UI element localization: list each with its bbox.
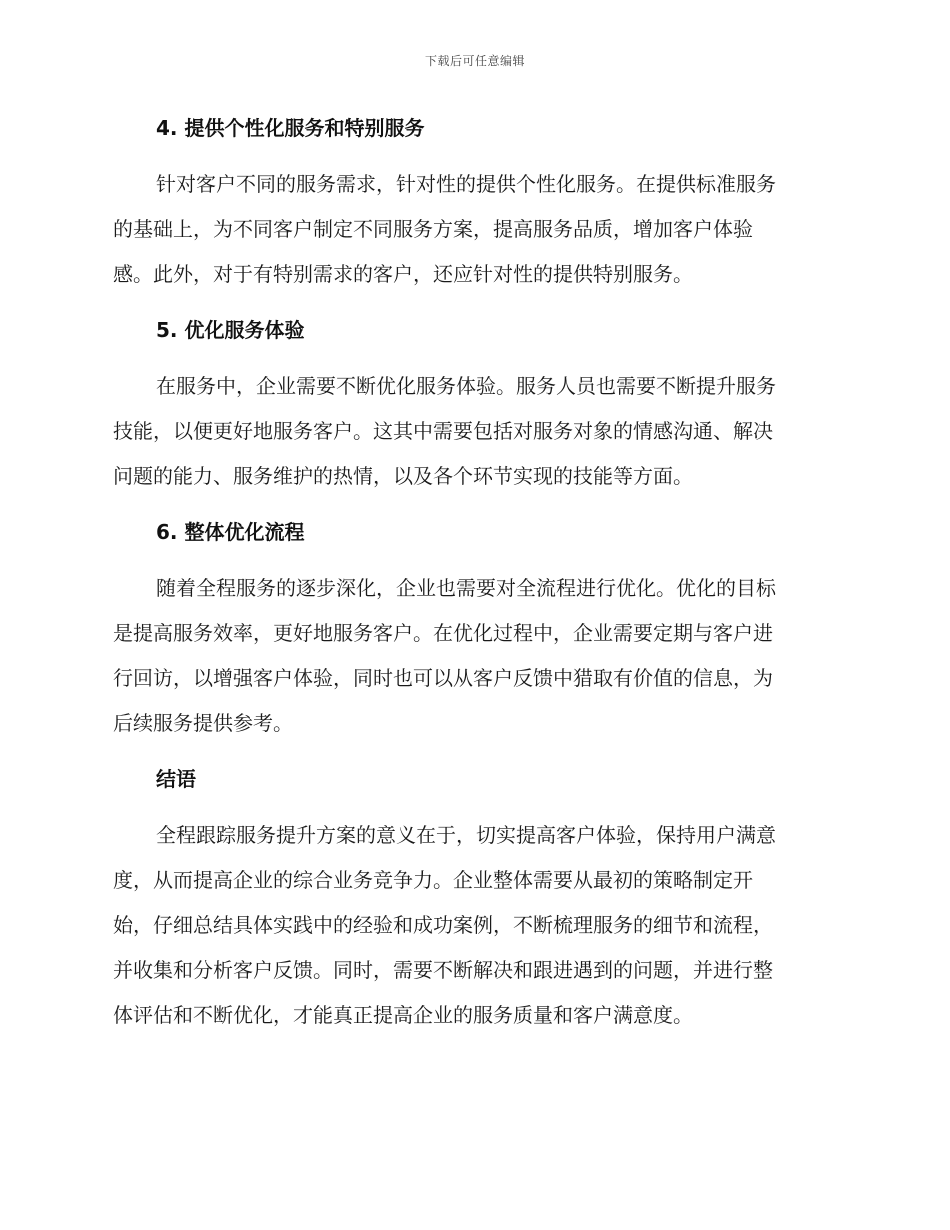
paragraph-line: 始，仔细总结具体实践中的经验和成功案例，不断梳理服务的细节和流程，	[113, 913, 773, 937]
paragraph-line: 体评估和不断优化，才能真正提高企业的服务质量和客户满意度。	[113, 1003, 693, 1027]
paragraph-line: 的基础上，为不同客户制定不同服务方案，提高服务品质，增加客户体验	[113, 217, 753, 241]
paragraph-line: 度，从而提高企业的综合业务竞争力。企业整体需要从最初的策略制定开	[113, 868, 753, 892]
section-heading-4: 4. 提供个性化服务和特别服务	[156, 116, 425, 140]
section-heading-5: 5. 优化服务体验	[156, 318, 305, 342]
paragraph-line: 行回访，以增强客户体验，同时也可以从客户反馈中猎取有价值的信息，为	[113, 666, 773, 690]
section-paragraph-5	[113, 364, 830, 499]
paragraph-line: 是提高服务效率，更好地服务客户。在优化过程中，企业需要定期与客户进	[113, 621, 773, 645]
paragraph-line: 问题的能力、服务维护的热情，以及各个环节实现的技能等方面。	[113, 464, 693, 488]
paragraph-line: 感。此外，对于有特别需求的客户，还应针对性的提供特别服务。	[113, 262, 693, 286]
section-paragraph-4	[113, 162, 830, 297]
section-heading-6: 6. 整体优化流程	[156, 520, 305, 544]
paragraph-line: 全程跟踪服务提升方案的意义在于，切实提高客户体验，保持用户满意	[156, 823, 776, 847]
paragraph-line: 在服务中，企业需要不断优化服务体验。服务人员也需要不断提升服务	[156, 374, 776, 398]
section-heading-conclusion: 结语	[156, 767, 196, 791]
page-header: 下载后可任意编辑	[424, 54, 525, 68]
paragraph-line: 技能，以便更好地服务客户。这其中需要包括对服务对象的情感沟通、解决	[113, 419, 773, 443]
section-paragraph-conclusion	[113, 813, 830, 1038]
section-paragraph-6	[113, 566, 830, 746]
document-body	[113, 110, 830, 1053]
paragraph-line: 并收集和分析客户反馈。同时，需要不断解决和跟进遇到的问题，并进行整	[113, 958, 773, 982]
paragraph-line: 针对客户不同的服务需求，针对性的提供个性化服务。在提供标准服务	[156, 172, 776, 196]
paragraph-line: 后续服务提供参考。	[113, 711, 293, 735]
paragraph-line: 随着全程服务的逐步深化，企业也需要对全流程进行优化。优化的目标	[156, 576, 776, 600]
